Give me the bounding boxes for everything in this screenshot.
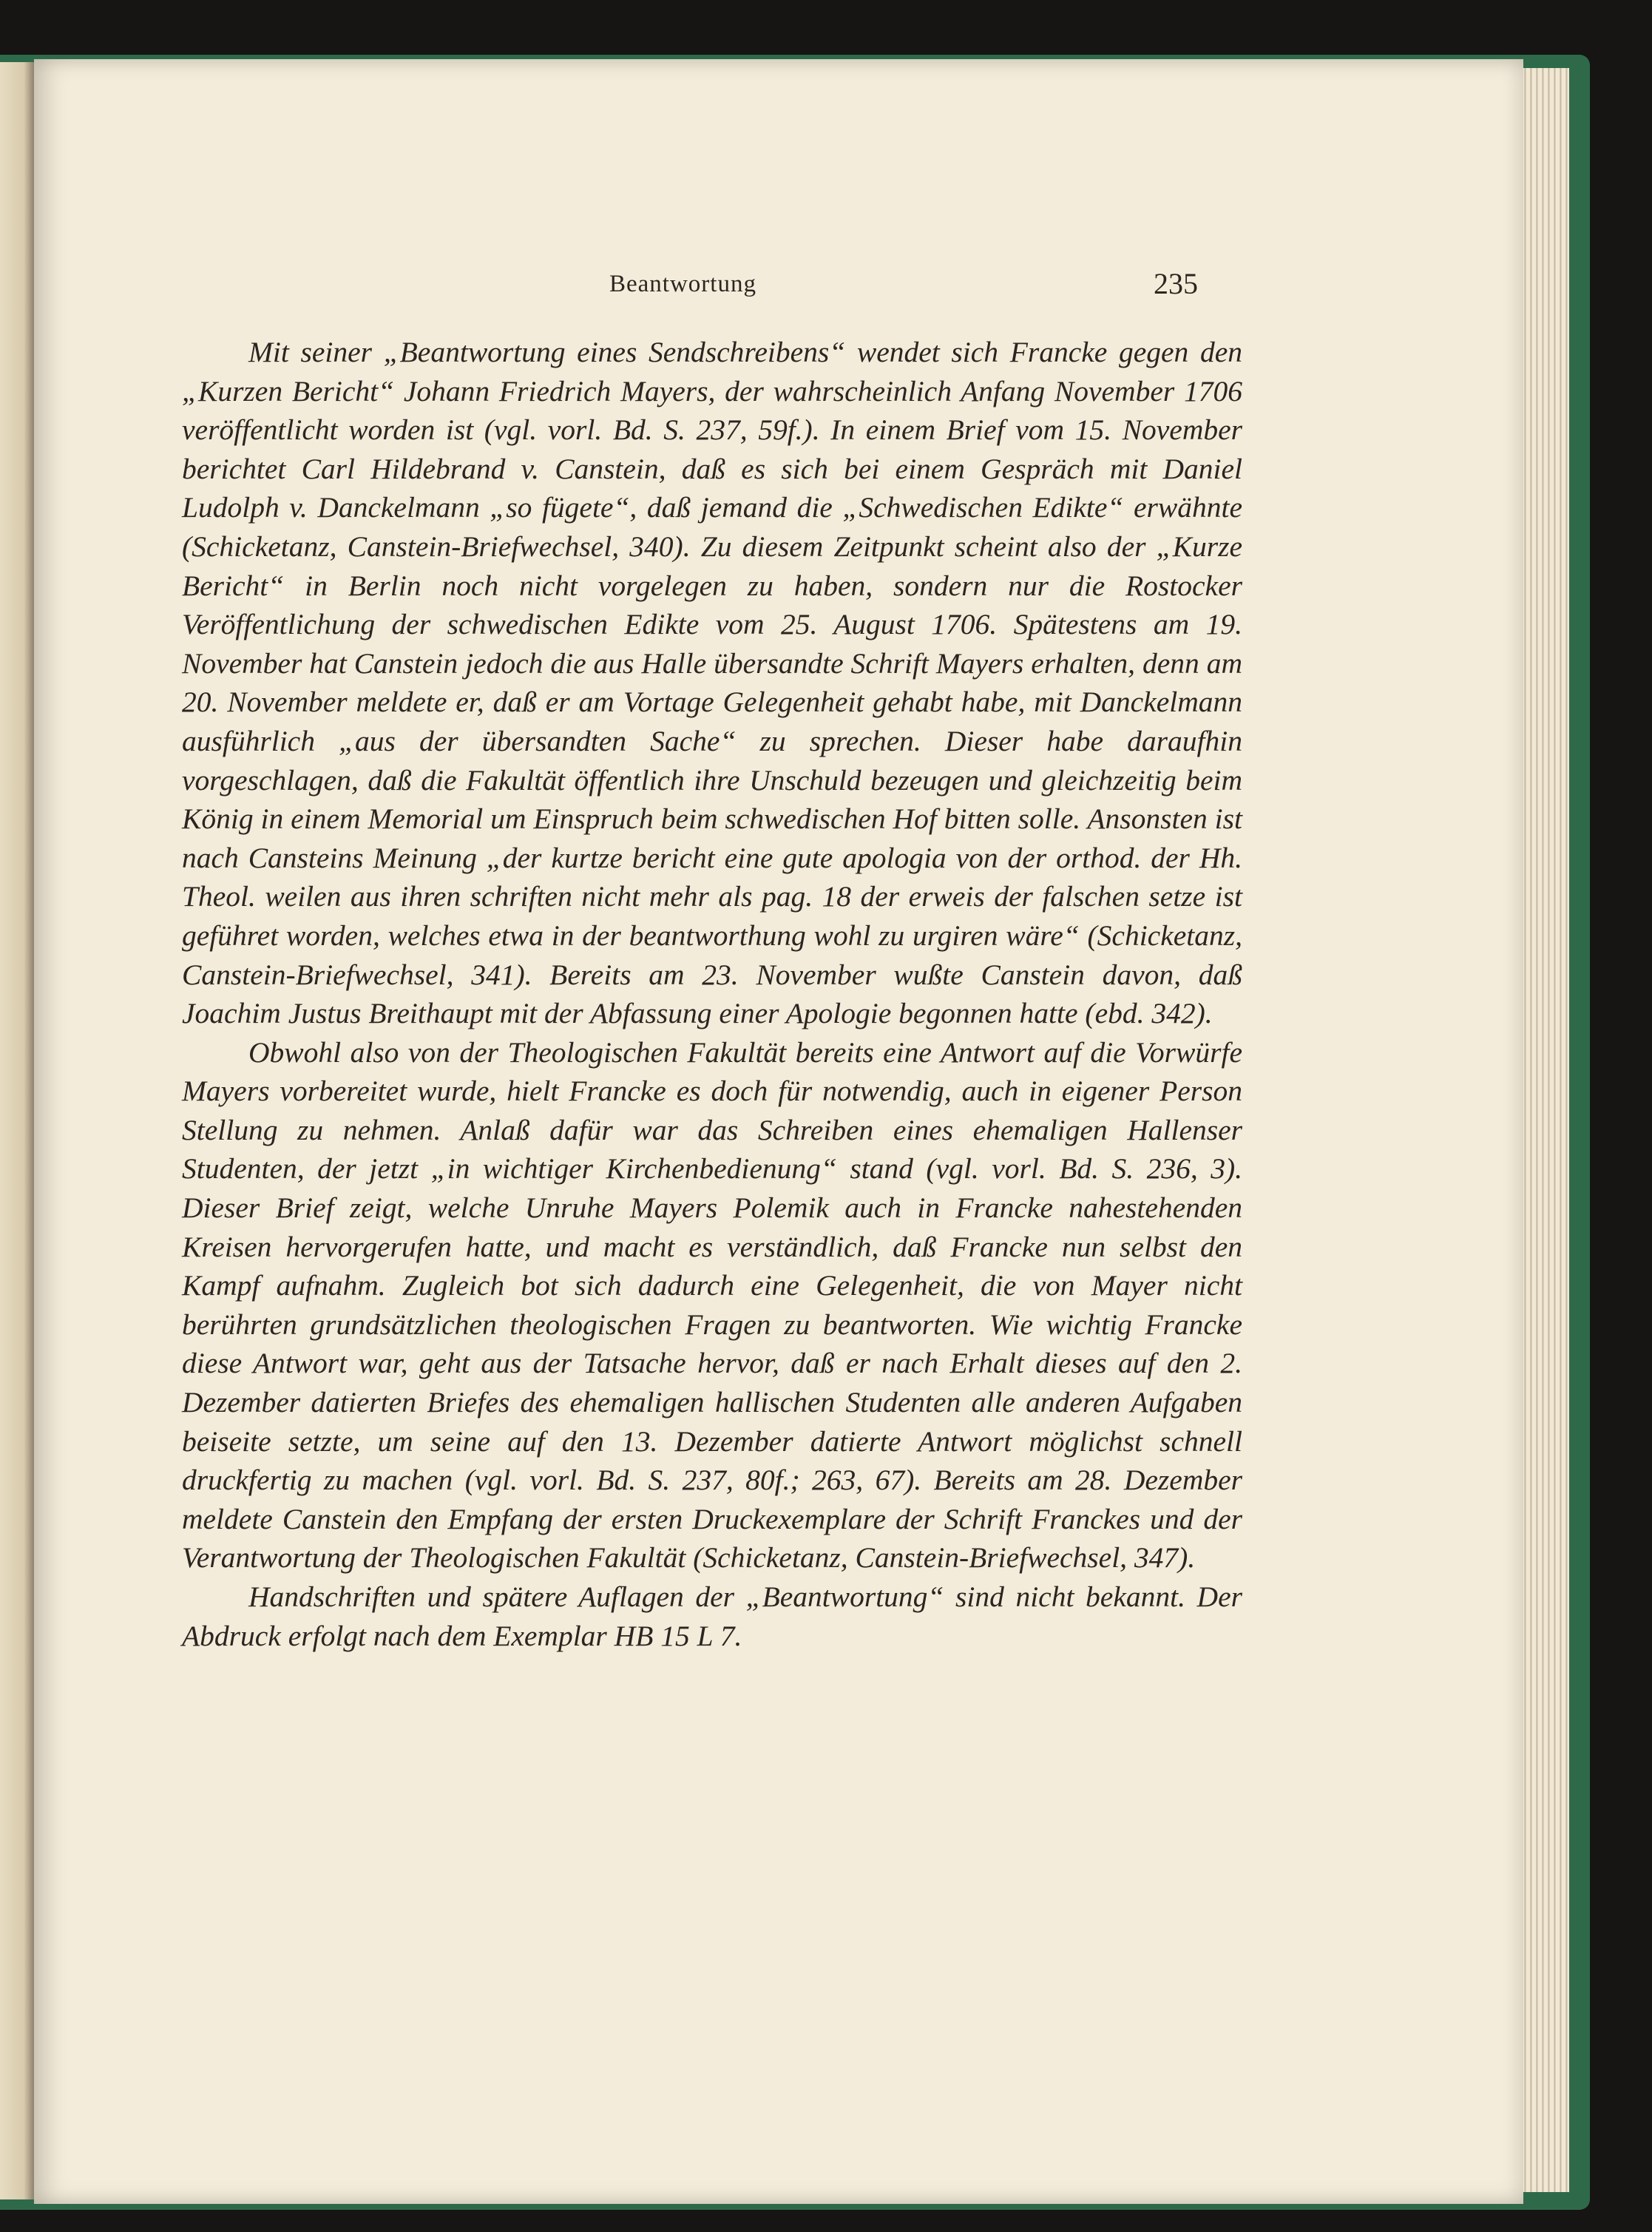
body-text bbox=[182, 333, 1242, 1655]
running-head-title: Beantwortung bbox=[609, 271, 756, 297]
book-page bbox=[34, 59, 1523, 2204]
paragraph-2: Obwohl also von der Theologischen Fakultät bereits eine Antwort auf die Vorwürfe Mayers vorbereitet wurde, hielt Francke es doch für notwendig, auch in eigener Person Stellung zu nehmen. Anlaß dafür war das Schreiben eines ehemaligen Hallenser Studenten, der jetzt „in wichtiger Kirchenbedienung“ stand (vgl. vorl. Bd. S. 236, 3). Dieser Brief zeigt, welche Unruhe Mayers Polemik auch in Francke nahestehenden Kreisen hervorgerufen hatte, und macht es verständlich, daß Francke nun selbst den Kampf aufnahm. Zugleich bot sich dadurch eine Gelegenheit, die von Mayer nicht berührten grundsätzlichen theologischen Fragen zu beantworten. Wie wichtig Francke diese Antwort war, geht aus der Tatsache hervor, daß er nach Erhalt dieses auf den 2. Dezember datierten Briefes des ehemaligen hallischen Studenten alle anderen Aufgaben beiseite setzte, um seine auf den 13. Dezember datierte Antwort möglichst schnell druckfertig zu machen (vgl. vorl. Bd. S. 237, 80f.; 263, 67). Bereits am 28. Dezember meldete Canstein den Empfang der ersten Druckexemplare der Schrift Franckes und der Verantwortung der Theologischen Fakultät (Schicketanz, Canstein-Briefwechsel, 347). bbox=[182, 1035, 1242, 1575]
running-head bbox=[34, 267, 1523, 308]
paragraph-3: Handschriften und spätere Auflagen der „Beantwortung“ sind nicht bekannt. Der Abdruck erfolgt nach dem Exemplar HB 15 L 7. bbox=[182, 1580, 1242, 1652]
facing-page-edge bbox=[0, 62, 34, 2199]
page-number: 235 bbox=[1154, 267, 1198, 300]
paragraph-1: Mit seiner „Beantwortung eines Sendschreibens“ wendet sich Francke gegen den „Kurzen Bericht“ Johann Friedrich Mayers, der wahrscheinlich Anfang November 1706 veröffentlicht worden ist (vgl. vorl. Bd. S. 237, 59f.). In einem Brief vom 15. November berichtet Carl Hildebrand v. Canstein, daß es sich bei einem Gespräch mit Daniel Ludolph v. Danckelmann „so fügete“, daß jemand die „Schwedischen Edikte“ erwähnte (Schicketanz, Canstein-Briefwechsel, 340). Zu diesem Zeitpunkt scheint also der „Kurze Bericht“ in Berlin noch nicht vorgelegen zu haben, sondern nur die Rostocker Veröffentlichung der schwedischen Edikte vom 25. August 1706. Spätestens am 19. November hat Canstein jedoch die aus Halle übersandte Schrift Mayers erhalten, denn am 20. November meldete er, daß er am Vortage Gelegenheit gehabt habe, mit Danckelmann ausführlich „aus der übersandten Sache“ zu sprechen. Dieser habe daraufhin vorgeschlagen, daß die Fakultät öffentlich ihre Unschuld bezeugen und gleichzeitig beim König in einem Memorial um Einspruch beim schwedischen Hof bitten solle. Ansonsten ist nach Cansteins Meinung „der kurtze bericht eine gute apologia von der orthod. der Hh. Theol. weilen aus ihren schriften nicht mehr als pag. 18 der erweis der falschen setze ist geführet worden, welches etwa in der beantworthung wohl zu urgiren wäre“ (Schicketanz, Canstein-Briefwechsel, 341). Bereits am 23. November wußte Canstein davon, daß Joachim Justus Breithaupt mit der Abfassung einer Apologie begonnen hatte (ebd. 342). bbox=[182, 336, 1242, 1030]
